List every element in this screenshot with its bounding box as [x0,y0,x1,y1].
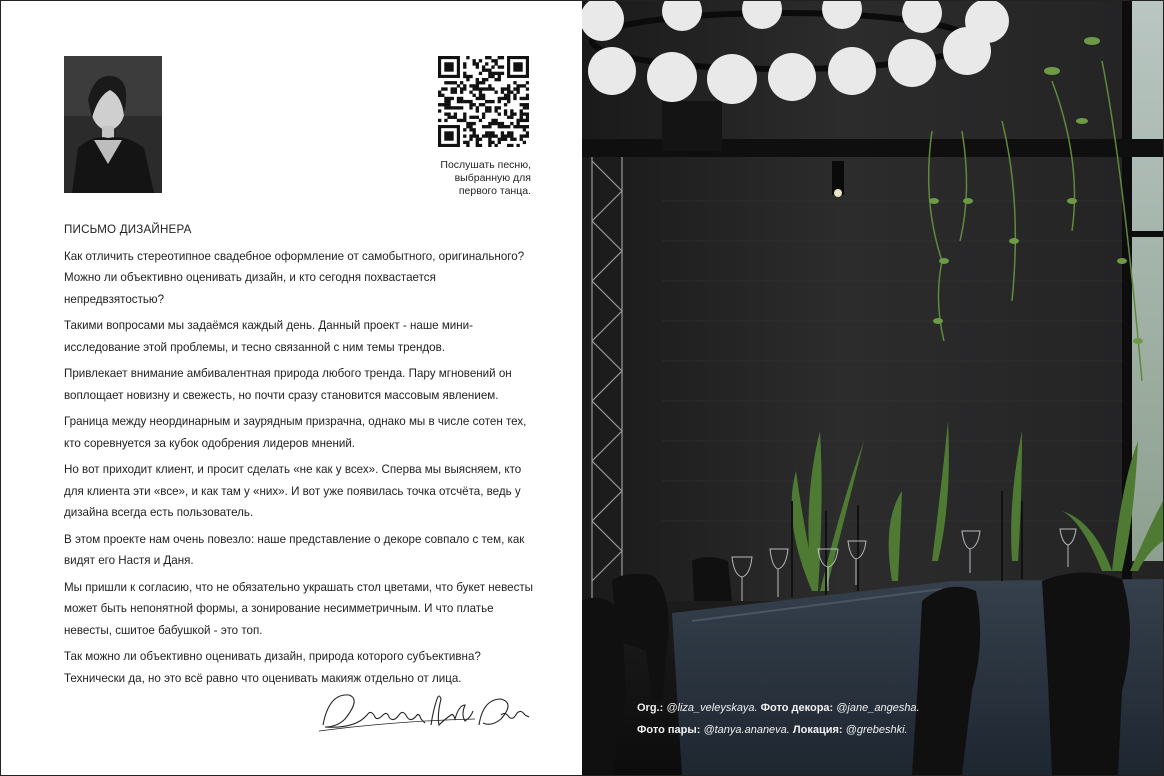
credit-label: Org.: [637,702,664,714]
credits-line-1 [637,697,920,719]
credit-label: Локация: [792,724,843,736]
left-page [1,1,582,775]
venue-photo [582,1,1163,775]
designer-portrait [64,56,162,193]
credits-line-2 [637,719,920,741]
letter-paragraph: Но вот приходит клиент, и просит сделать «не как у всех». Сперва мы выясняем, кто для клиента эти «все», и как там у «них». И вот уже появилась точка отсчёта, ведь у дизайна всегда есть пользователь. [64,463,522,519]
right-page-photo [582,1,1163,775]
letter-paragraph: Мы пришли к согласию, что не обязательно украшать стол цветами, что букет невесты может быть непонятной формы, а зонирование несимметричным. И что платье невесты, сшитое бабушкой - это топ. [64,580,534,637]
letter-heading: ПИСЬМО ДИЗАЙНЕРА [64,223,192,236]
letter-paragraph: Граница между неординарным и заурядным призрачна, однако мы в числе сотен тех, кто соревнуется за кубок одобрения лидеров мнений. [64,415,527,450]
credit-handle[interactable]: @grebeshki. [845,724,908,736]
letter-paragraph: В этом проекте нам очень повезло: наше представление о декоре совпало с тем, как видят его Настя и Даня. [64,532,525,567]
handwritten-signature [315,685,535,735]
credit-label: Фото декора: [760,702,834,714]
credit-handle[interactable]: @liza_veleyskaya. [666,702,758,714]
letter-paragraph: Так можно ли объективно оценивать дизайн, природа которого субъективна? Технически да, но это всё равно что оценивать макияж отдельно от лица. [64,650,481,685]
qr-caption: Послушать песню, выбранную для первого танца. [440,159,531,197]
qr-code[interactable] [438,56,529,147]
credit-label: Фото пары: [637,724,701,736]
designer-letter [64,219,534,694]
letter-paragraph: Такими вопросами мы задаёмся каждый день. Данный проект - наше мини-исследование этой проблемы, и тесно связанной с ним темы трендов. [64,319,474,354]
credit-handle[interactable]: @jane_angesha. [836,702,920,714]
letter-paragraph: Как отличить стереотипное свадебное оформление от самобытного, оригинального? Можно ли объективно оценивать дизайн, и кто сегодня похвастается непредвзятостью? [64,249,525,306]
photo-credits [637,697,920,741]
letter-paragraph: Привлекает внимание амбивалентная природа любого тренда. Пару мгновений он воплощает новизну и свежесть, но почти сразу становится массовым явлением. [64,367,512,402]
credit-handle[interactable]: @tanya.ananeva. [703,724,790,736]
